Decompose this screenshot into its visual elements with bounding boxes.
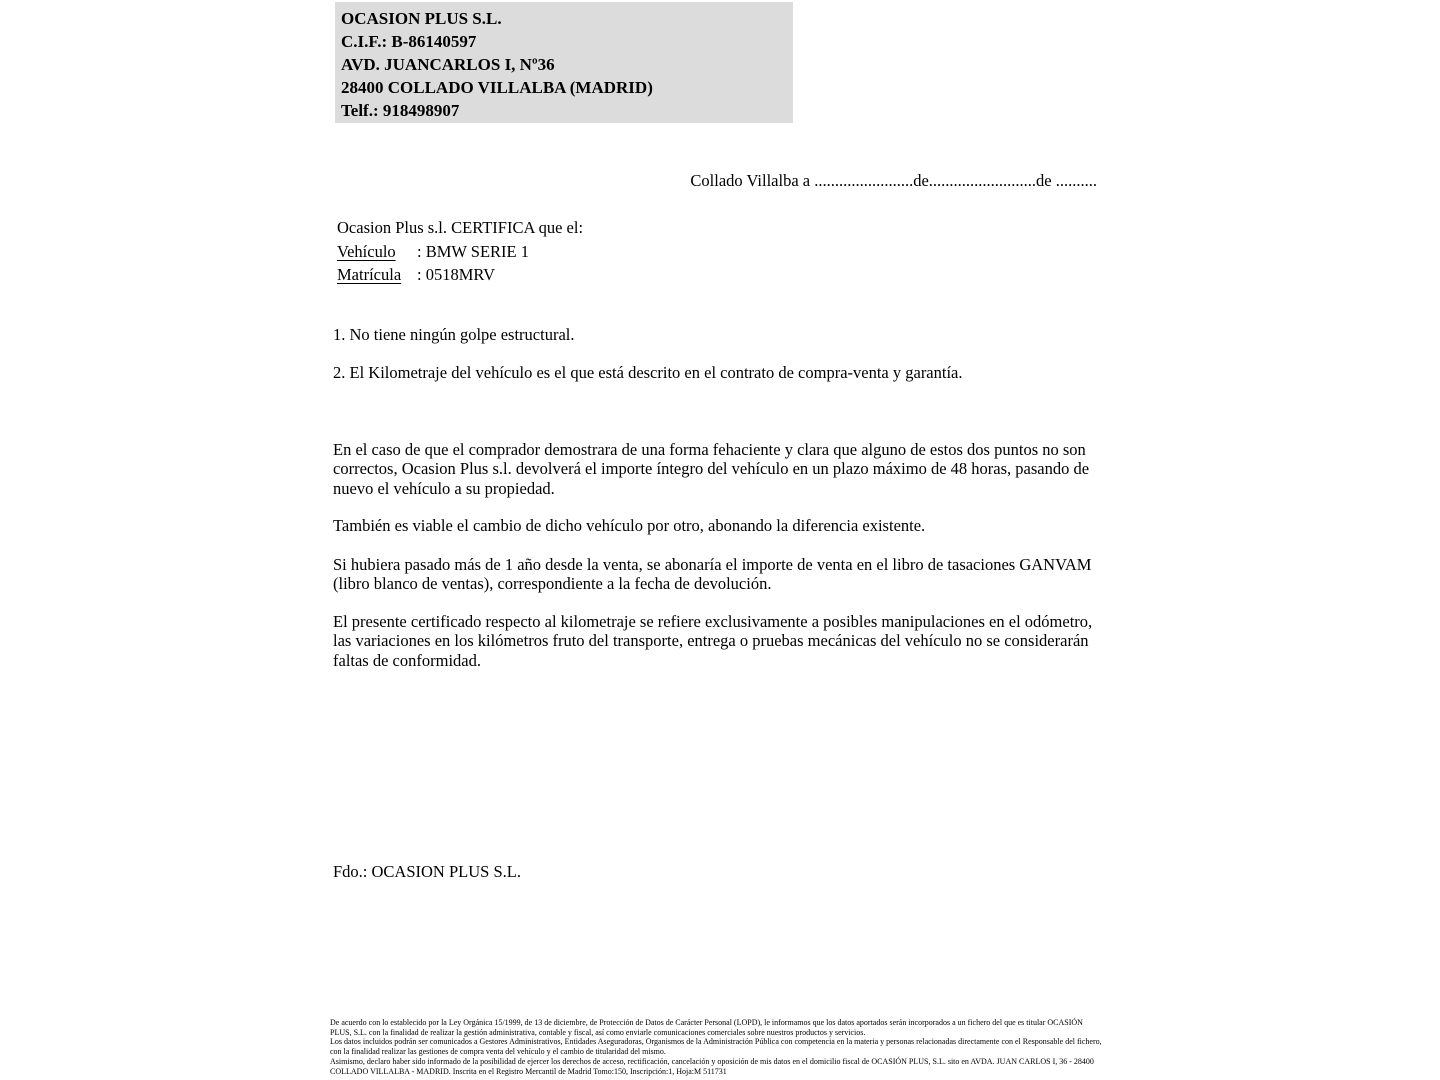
vehicle-value: : BMW SERIE 1 (417, 241, 529, 261)
signature-line: Fdo.: OCASION PLUS S.L. (333, 862, 521, 881)
certified-point-1: 1. No tiene ningún golpe estructural. (333, 325, 575, 344)
paragraph-odometer-disclaimer: El presente certificado respecto al kilometraje se refiere exclusivamente a posibles manipulaciones en el odómetro, las variaciones en los kilómetros fruto del transporte, entrega o pruebas mecánicas del vehículo no se considerarán faltas de conformidad. (333, 612, 1093, 670)
company-header-box (335, 2, 793, 123)
plate-line (337, 263, 583, 287)
company-name: OCASION PLUS S.L. (341, 9, 502, 28)
legal-paragraph-lopd: De acuerdo con lo establecido por la Ley Orgánica 15/1999, de 13 de diciembre, de Protección de Datos de Carácter Personal (LOPD), le informamos que los datos aportados serán incorporados a un fichero del que es titular OCASIÓN PLUS, S.L. con la finalidad de realizar la gestión administrativa, contable y fiscal, así como enviarle comunicaciones comerciales sobre nuestros productos y servicios. (330, 1018, 1083, 1037)
certify-intro-line: Ocasion Plus s.l. CERTIFICA que el: (337, 218, 584, 237)
vehicle-label: Vehículo (337, 241, 396, 261)
legal-paragraph-rights: Asimismo, declaro haber sido informado de la posibilidad de ejercer los derechos de acceso, rectificación, cancelación y oposición de mis datos en el domicilio fiscal de OCASIÓN PLUS, S.L. sito en AVDA. JUAN CARLOS I, 36 - 28400 COLLADO VILLALBA - MADRID. Inscrita en el Registro Mercantil de Madrid Tomo:150, Inscripción:1, Hoja:M 511731 (330, 1056, 1094, 1076)
company-cif: C.I.F.: B-86140597 (341, 32, 477, 51)
legal-fine-print (330, 1018, 1102, 1076)
date-fill-in-line: Collado Villalba a ........................de..........................de .......... (690, 171, 1097, 190)
paragraph-ganvam-valuation: Si hubiera pasado más de 1 año desde la venta, se abonaría el importe de venta en el libro de tasaciones GANVAM (libro blanco de ventas), correspondiente a la fecha de devolución. (333, 555, 1092, 594)
vehicle-label-wrap (337, 240, 417, 264)
plate-label: Matrícula (337, 265, 402, 284)
plate-value: : 0518MRV (417, 265, 495, 284)
certified-point-2: 2. El Kilometraje del vehículo es el que está descrito en el contrato de compra-venta y garantía. (333, 363, 963, 382)
legal-paragraph-data-sharing: Los datos incluidos podrán ser comunicados a Gestores Administrativos, Entidades Aseguradoras, Organismos de la Administración Pública con competencia en la materia y personas relacionadas directamente con el Responsable del fichero, con la finalidad realizar las gestiones de compra venta del vehículo y el cambio de titularidad del mismo. (330, 1037, 1102, 1057)
plate-label-wrap (337, 263, 417, 287)
paragraph-refund-condition: En el caso de que el comprador demostrara de una forma fehaciente y clara que alguno de estos dos puntos no son correctos, Ocasion Plus s.l. devolverá el importe íntegro del vehículo en un plazo máximo de 48 horas, pasando de nuevo el vehículo a su propiedad. (333, 440, 1090, 498)
certification-block (337, 216, 583, 287)
vehicle-line (337, 240, 583, 264)
paragraph-vehicle-exchange: También es viable el cambio de dicho vehículo por otro, abonando la diferencia existente. (333, 516, 926, 535)
company-address: AVD. JUANCARLOS I, Nº36 (341, 55, 555, 74)
company-city: 28400 COLLADO VILLALBA (MADRID) (341, 78, 653, 97)
company-phone: Telf.: 918498907 (341, 101, 460, 120)
